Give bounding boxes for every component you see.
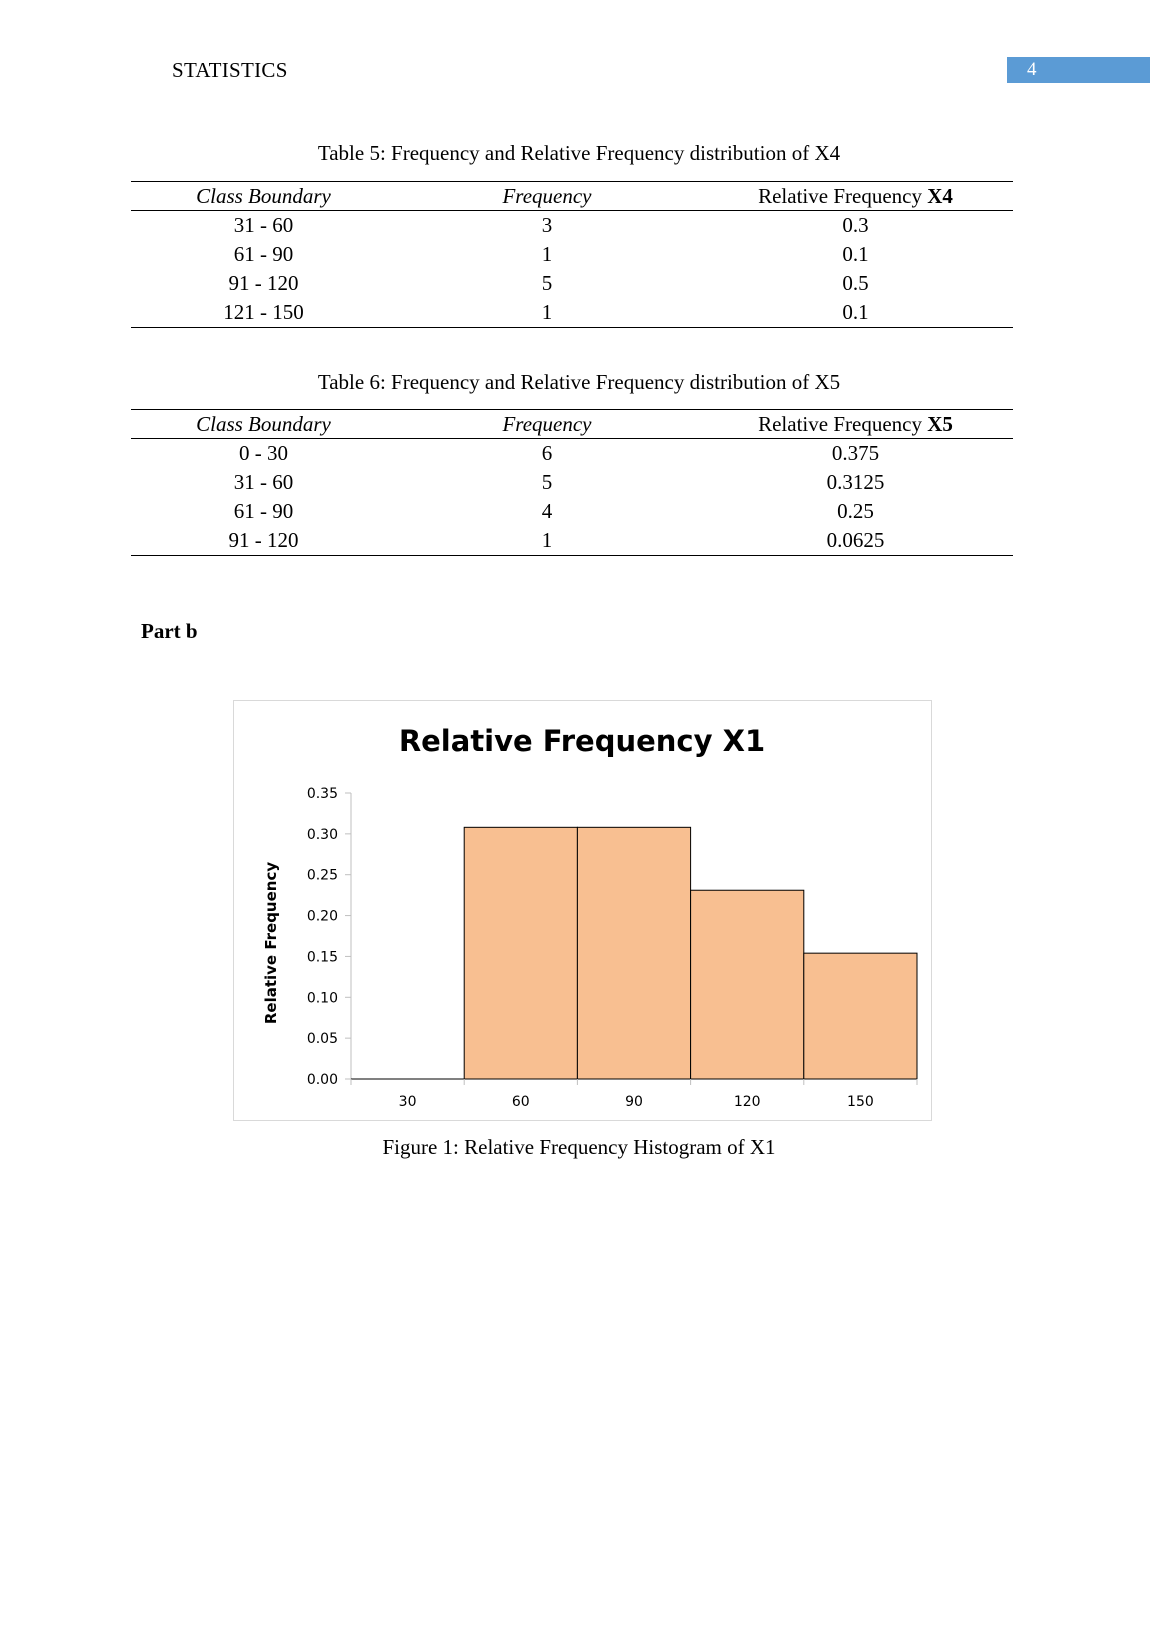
y-tick-label: 0.30: [306, 826, 338, 843]
chart-title: Relative Frequency X1: [398, 724, 766, 758]
table-cell: 4: [541, 499, 553, 523]
y-tick-label: 0.35: [306, 786, 338, 802]
table-cell: 91 - 120: [228, 271, 299, 295]
bars: [464, 827, 917, 1079]
histogram-bar: [691, 890, 804, 1079]
table-cell: 0.1: [842, 242, 869, 266]
table6-header-class-boundary: Class Boundary: [131, 410, 396, 439]
table-cell: 5: [541, 470, 553, 494]
table-row: [131, 497, 1013, 526]
table-cell: 6: [541, 441, 553, 465]
table-cell: 1: [396, 526, 698, 556]
table-cell: 1: [541, 242, 553, 266]
table-cell: 0 - 30: [239, 441, 288, 465]
table-cell: 31 - 60: [233, 213, 294, 237]
table5-header-class-boundary: Class Boundary: [131, 182, 396, 211]
table-cell: 61 - 90: [233, 499, 294, 523]
x-tick-label: 150: [847, 1094, 874, 1110]
table-cell: 0.3: [842, 213, 869, 237]
table-cell: 0.375: [831, 441, 880, 465]
y-tick-label: 0.05: [306, 1031, 338, 1048]
table-cell: 61 - 90: [233, 242, 294, 266]
y-tick-label: 0.00: [306, 1072, 338, 1088]
histogram-bar: [804, 953, 917, 1079]
table5-header-row: [131, 182, 1013, 211]
figure-caption: Figure 1: Relative Frequency Histogram of X1: [382, 1135, 776, 1159]
table5-header-relative-frequency: [698, 182, 1013, 211]
table-row: [131, 526, 1013, 556]
table-cell: 0.3125: [826, 470, 885, 494]
table-cell: 31 - 60: [233, 470, 294, 494]
running-header: STATISTICS: [172, 58, 288, 82]
table-cell: 3: [541, 213, 553, 237]
table-cell: 1: [396, 298, 698, 328]
x-tick-label: 120: [733, 1094, 761, 1110]
y-tick-label: 0.25: [306, 867, 338, 884]
x-tick-label: 30: [398, 1094, 417, 1110]
table-row: [131, 439, 1013, 469]
histogram-chart: [234, 701, 931, 1120]
x-tick-label: 90: [625, 1094, 643, 1110]
x-tick-label: 60: [511, 1094, 530, 1110]
table-row: [131, 468, 1013, 497]
table-row: [131, 240, 1013, 269]
table5-header-rel-label: Relative Frequency: [758, 183, 928, 208]
x-axis: [351, 1079, 917, 1110]
table-cell: 121 - 150: [131, 298, 396, 328]
table-cell: 0.0625: [698, 526, 1013, 556]
table-cell: 0.5: [842, 271, 869, 295]
chart-frame: [233, 700, 932, 1121]
table6-header-row: [131, 410, 1013, 439]
table-row: [131, 269, 1013, 298]
table6: [131, 409, 1013, 556]
table-cell: 0.1: [698, 298, 1013, 328]
y-axis: [307, 786, 351, 1088]
histogram-bar: [464, 827, 577, 1079]
section-heading-part-b: Part b: [141, 619, 198, 643]
table-cell: 91 - 120: [131, 526, 396, 556]
table5-caption: Table 5: Frequency and Relative Frequency distribution of X4: [317, 141, 841, 165]
table-cell: 0.25: [837, 499, 874, 523]
y-tick-label: 0.20: [306, 908, 338, 925]
y-tick-label: 0.10: [306, 990, 338, 1007]
y-axis-label: Relative Frequency: [262, 861, 280, 1025]
histogram-bar: [577, 827, 690, 1079]
table-cell: 5: [541, 271, 553, 295]
table6-header-rel-var: X5: [927, 411, 953, 436]
table5: [131, 181, 1013, 328]
table-row: [131, 298, 1013, 328]
table6-header-rel-label: Relative Frequency: [758, 411, 928, 436]
y-tick-label: 0.15: [306, 949, 338, 966]
table5-header-frequency: Frequency: [396, 182, 698, 211]
table-row: [131, 211, 1013, 241]
table6-caption: Table 6: Frequency and Relative Frequency distribution of X5: [317, 370, 841, 394]
page-number-badge: 4: [1007, 57, 1150, 83]
table5-header-rel-var: X4: [927, 183, 953, 208]
table6-header-relative-frequency: [698, 410, 1013, 439]
table6-header-frequency: Frequency: [396, 410, 698, 439]
